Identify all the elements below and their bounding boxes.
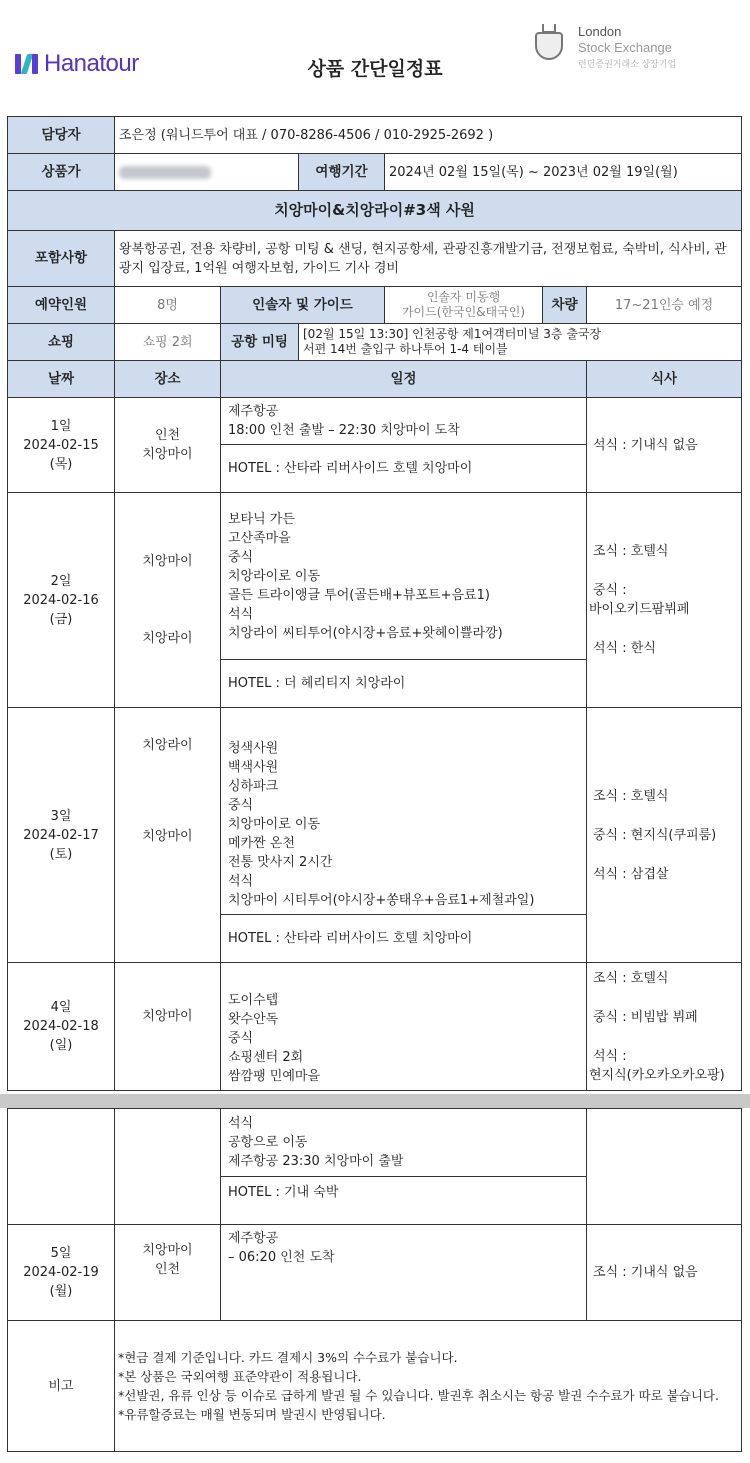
day3-hotel: HOTEL : 산타라 리버사이드 호텔 치앙마이 bbox=[221, 915, 587, 963]
period-label: 여행기간 bbox=[299, 154, 385, 191]
itinerary-table-continued bbox=[7, 1108, 742, 1452]
day4-schedule: 도이수텝 왓수안독 중식 쇼핑센터 2회 쌈깜팽 민예마을 bbox=[221, 963, 587, 1091]
product-price-value bbox=[115, 154, 299, 191]
guide-value: 인솔자 미동행 가이드(한국인&태국인) bbox=[385, 287, 543, 324]
day1-date: 1일 2024-02-15 (목) bbox=[8, 398, 115, 493]
day5-schedule: 제주항공 – 06:20 인천 도착 bbox=[221, 1225, 587, 1321]
people-label: 예약인원 bbox=[8, 287, 115, 324]
col-meals: 식사 bbox=[587, 361, 742, 398]
day4-cont-meals bbox=[587, 1109, 742, 1225]
col-place: 장소 bbox=[115, 361, 221, 398]
day2-schedule: 보타닉 가든 고산족마을 중식 치앙라이로 이동 골든 트라이앵글 투어(골든배+뷰포트+음료1) 석식 치앙라이 씨티투어(야시장+음료+왓헤이쁠라깡) bbox=[221, 493, 587, 660]
itinerary-table bbox=[7, 116, 742, 1091]
day4-cont-schedule: 석식 공항으로 이동 제주항공 23:30 치앙마이 출발 bbox=[221, 1109, 587, 1177]
crest-icon bbox=[530, 24, 568, 62]
page-break bbox=[0, 1094, 750, 1108]
day2-hotel: HOTEL : 더 헤리티지 치앙라이 bbox=[221, 660, 587, 708]
shopping-value: 쇼핑 2회 bbox=[115, 324, 221, 361]
day4-date: 4일 2024-02-18 (일) bbox=[8, 963, 115, 1091]
redacted-price bbox=[119, 166, 211, 179]
people-value: 8명 bbox=[115, 287, 221, 324]
day4-cont-date bbox=[8, 1109, 115, 1225]
day5-place: 치앙마이 인천 bbox=[115, 1225, 221, 1321]
vehicle-label: 차량 bbox=[543, 287, 587, 324]
notes-text: *현금 결제 기준입니다. 카드 결제시 3%의 수수료가 붙습니다. *본 상품은 국외여행 표준약관이 적용됩니다. *선발권, 유류 인상 등 이슈로 급하게 발권 될 수 있습니다. 발권후 취소시는 항공 발권 수수료가 따로 붙습니다. *유류할증료는 매월 변동되며 발권시 반영됩니다. bbox=[115, 1321, 742, 1452]
day4-cont-place bbox=[115, 1109, 221, 1225]
lse-line-3: 런던증권거래소 상장기업 bbox=[578, 59, 677, 69]
day4-meals: 조식 : 호텔식 중식 : 비빔밥 뷔페 석식 : 현지식(카오카오카오팡) bbox=[587, 963, 742, 1091]
lse-line-2: Stock Exchange bbox=[578, 40, 672, 55]
includes-value: 왕복항공권, 전용 차량비, 공항 미팅 & 샌딩, 현지공항세, 관광진흥개발기금, 전쟁보험료, 숙박비, 식사비, 관광지 입장료, 1억원 여행자보험, 가이드 기사 경비 bbox=[115, 231, 742, 287]
notes-label: 비고 bbox=[8, 1321, 115, 1452]
day2-date: 2일 2024-02-16 (금) bbox=[8, 493, 115, 708]
col-date: 날짜 bbox=[8, 361, 115, 398]
day1-schedule: 제주항공 18:00 인천 출발 – 22:30 치앙마이 도착 bbox=[221, 398, 587, 445]
airport-label: 공항 미팅 bbox=[221, 324, 299, 361]
tour-title: 치앙마이&치앙라이#3색 사원 bbox=[8, 191, 742, 231]
lse-line-1: London bbox=[578, 24, 622, 39]
manager-value: 조은정 (워니드투어 대표 / 070-8286-4506 / 010-2925-2692 ) bbox=[115, 117, 742, 154]
document-header bbox=[0, 0, 750, 110]
day1-hotel: HOTEL : 산타라 리버사이드 호텔 치앙마이 bbox=[221, 445, 587, 493]
shopping-label: 쇼핑 bbox=[8, 324, 115, 361]
day5-date: 5일 2024-02-19 (월) bbox=[8, 1225, 115, 1321]
page-title: 상품 간단일정표 bbox=[307, 58, 443, 80]
day5-meals: 조식 : 기내식 없음 bbox=[587, 1225, 742, 1321]
day2-meals: 조식 : 호텔식 중식 : 바이오키드팜뷔페 석식 : 한식 bbox=[587, 493, 742, 708]
period-value: 2024년 02월 15일(목) ~ 2023년 02월 19일(월) bbox=[385, 154, 742, 191]
day4-cont-hotel: HOTEL : 기내 숙박 bbox=[221, 1177, 587, 1225]
product-price-label: 상품가 bbox=[8, 154, 115, 191]
day3-place: 치앙라이 치앙마이 bbox=[115, 708, 221, 963]
day3-schedule: 청색사원 백색사원 싱하파크 중식 치앙마이로 이동 메카짠 온천 전통 맛사지 2시간 석식 치앙마이 시티투어(야시장+쏭태우+음료1+제철과일) bbox=[221, 708, 587, 915]
brand-name: Hanatour bbox=[44, 50, 139, 77]
day1-place: 인천 치앙마이 bbox=[115, 398, 221, 493]
lse-logo bbox=[530, 24, 676, 72]
guide-label: 인솔자 및 가이드 bbox=[221, 287, 385, 324]
day2-place: 치앙마이 치앙라이 bbox=[115, 493, 221, 708]
day3-date: 3일 2024-02-17 (토) bbox=[8, 708, 115, 963]
airport-value: [02월 15일 13:30] 인천공항 제1여객터미널 3층 출국장 서편 14번 출입구 하나투어 1-4 테이블 bbox=[299, 324, 742, 361]
includes-label: 포함사항 bbox=[8, 231, 115, 287]
day4-place: 치앙마이 bbox=[115, 963, 221, 1091]
col-schedule: 일정 bbox=[221, 361, 587, 398]
day1-meals: 석식 : 기내식 없음 bbox=[587, 398, 742, 493]
day3-meals: 조식 : 호텔식 중식 : 현지식(쿠피룸) 석식 : 삼겹살 bbox=[587, 708, 742, 963]
manager-label: 담당자 bbox=[8, 117, 115, 154]
vehicle-value: 17~21인승 예정 bbox=[587, 287, 742, 324]
